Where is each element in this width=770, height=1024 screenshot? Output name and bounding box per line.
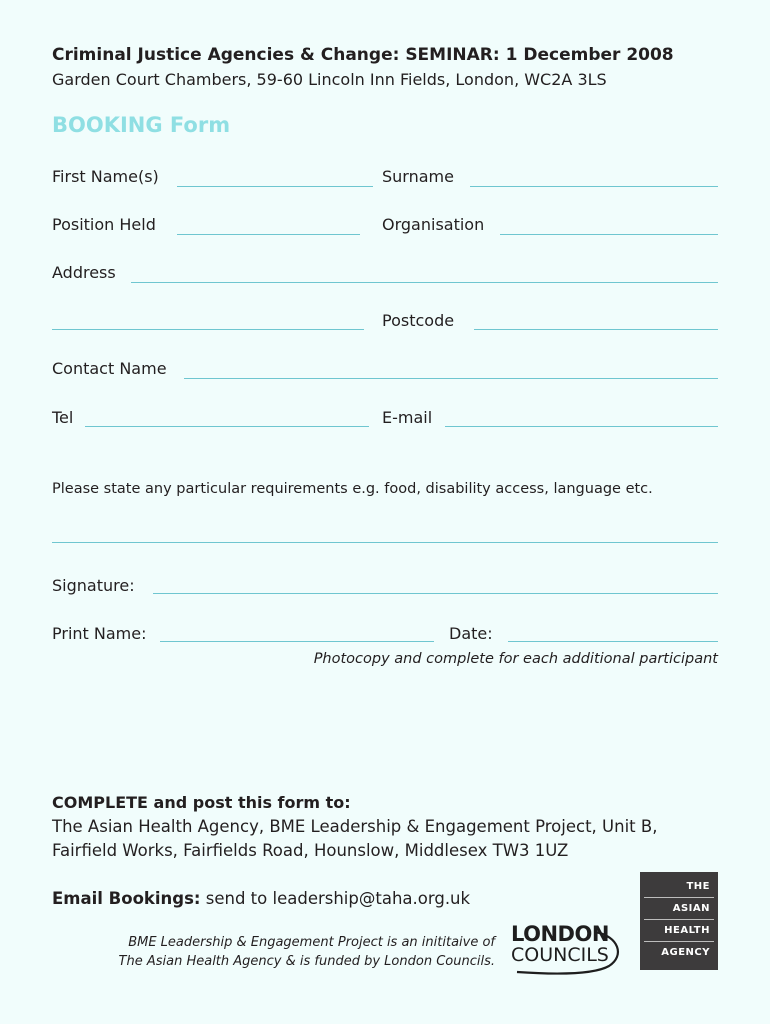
surname-field[interactable] bbox=[470, 186, 718, 187]
organisation-label: Organisation bbox=[382, 215, 485, 234]
first-name-field[interactable] bbox=[177, 186, 373, 187]
address-label: Address bbox=[52, 263, 116, 282]
email-bookings bbox=[52, 889, 470, 908]
date-field[interactable] bbox=[508, 641, 718, 642]
taha-logo-rule bbox=[644, 897, 714, 898]
requirements-note: Please state any particular requirements e.g. food, disability access, language etc. bbox=[52, 481, 653, 497]
credit-line1: BME Leadership & Engagement Project is an inititaive of bbox=[128, 935, 495, 950]
contact-name-field[interactable] bbox=[184, 378, 718, 379]
first-name-label: First Name(s) bbox=[52, 167, 159, 186]
seminar-title: Criminal Justice Agencies & Change: SEMINAR: 1 December 2008 bbox=[52, 45, 674, 65]
london-councils-logo bbox=[511, 922, 626, 978]
print-name-field[interactable] bbox=[160, 641, 434, 642]
postal-address-line1: The Asian Health Agency, BME Leadership & Engagement Project, Unit B, bbox=[52, 817, 658, 836]
taha-logo-word-4: AGENCY bbox=[661, 947, 710, 958]
seminar-venue: Garden Court Chambers, 59-60 Lincoln Inn Fields, London, WC2A 3LS bbox=[52, 70, 607, 89]
position-field[interactable] bbox=[177, 234, 360, 235]
signature-label: Signature: bbox=[52, 576, 135, 595]
form-title: BOOKING Form bbox=[52, 113, 231, 137]
postcode-field[interactable] bbox=[474, 329, 718, 330]
taha-logo-rule bbox=[644, 941, 714, 942]
surname-label: Surname bbox=[382, 167, 454, 186]
post-heading bbox=[52, 793, 351, 812]
taha-logo bbox=[640, 872, 718, 970]
postcode-label: Postcode bbox=[382, 311, 455, 330]
credit-line2: The Asian Health Agency & is funded by London Councils. bbox=[118, 954, 495, 969]
print-name-label: Print Name: bbox=[52, 624, 147, 643]
taha-logo-rule bbox=[644, 919, 714, 920]
tel-label: Tel bbox=[52, 408, 74, 427]
email-bookings-label: Email Bookings: bbox=[52, 889, 201, 908]
post-heading-rest: and post this form to: bbox=[147, 793, 351, 812]
organisation-field[interactable] bbox=[500, 234, 718, 235]
london-councils-swoosh-icon bbox=[511, 922, 626, 978]
taha-logo-word-3: HEALTH bbox=[664, 925, 710, 936]
date-label: Date: bbox=[449, 624, 493, 643]
contact-name-label: Contact Name bbox=[52, 359, 167, 378]
photocopy-note: Photocopy and complete for each additional participant bbox=[313, 651, 718, 667]
london-councils-logo-line1: LONDON bbox=[511, 922, 609, 946]
email-label: E-mail bbox=[382, 408, 433, 427]
taha-logo-word-1: THE bbox=[686, 881, 710, 892]
position-label: Position Held bbox=[52, 215, 156, 234]
requirements-field[interactable] bbox=[52, 542, 718, 543]
postal-address-line2: Fairfield Works, Fairfields Road, Hounslow, Middlesex TW3 1UZ bbox=[52, 841, 569, 860]
address-line2-field[interactable] bbox=[52, 329, 364, 330]
london-councils-logo-line2: COUNCILS bbox=[511, 944, 609, 966]
tel-field[interactable] bbox=[85, 426, 369, 427]
post-heading-bold: COMPLETE bbox=[52, 793, 148, 812]
email-field[interactable] bbox=[445, 426, 718, 427]
signature-field[interactable] bbox=[153, 593, 718, 594]
address-field[interactable] bbox=[131, 282, 718, 283]
email-bookings-text: send to leadership@taha.org.uk bbox=[200, 889, 471, 908]
taha-logo-word-2: ASIAN bbox=[672, 903, 710, 914]
